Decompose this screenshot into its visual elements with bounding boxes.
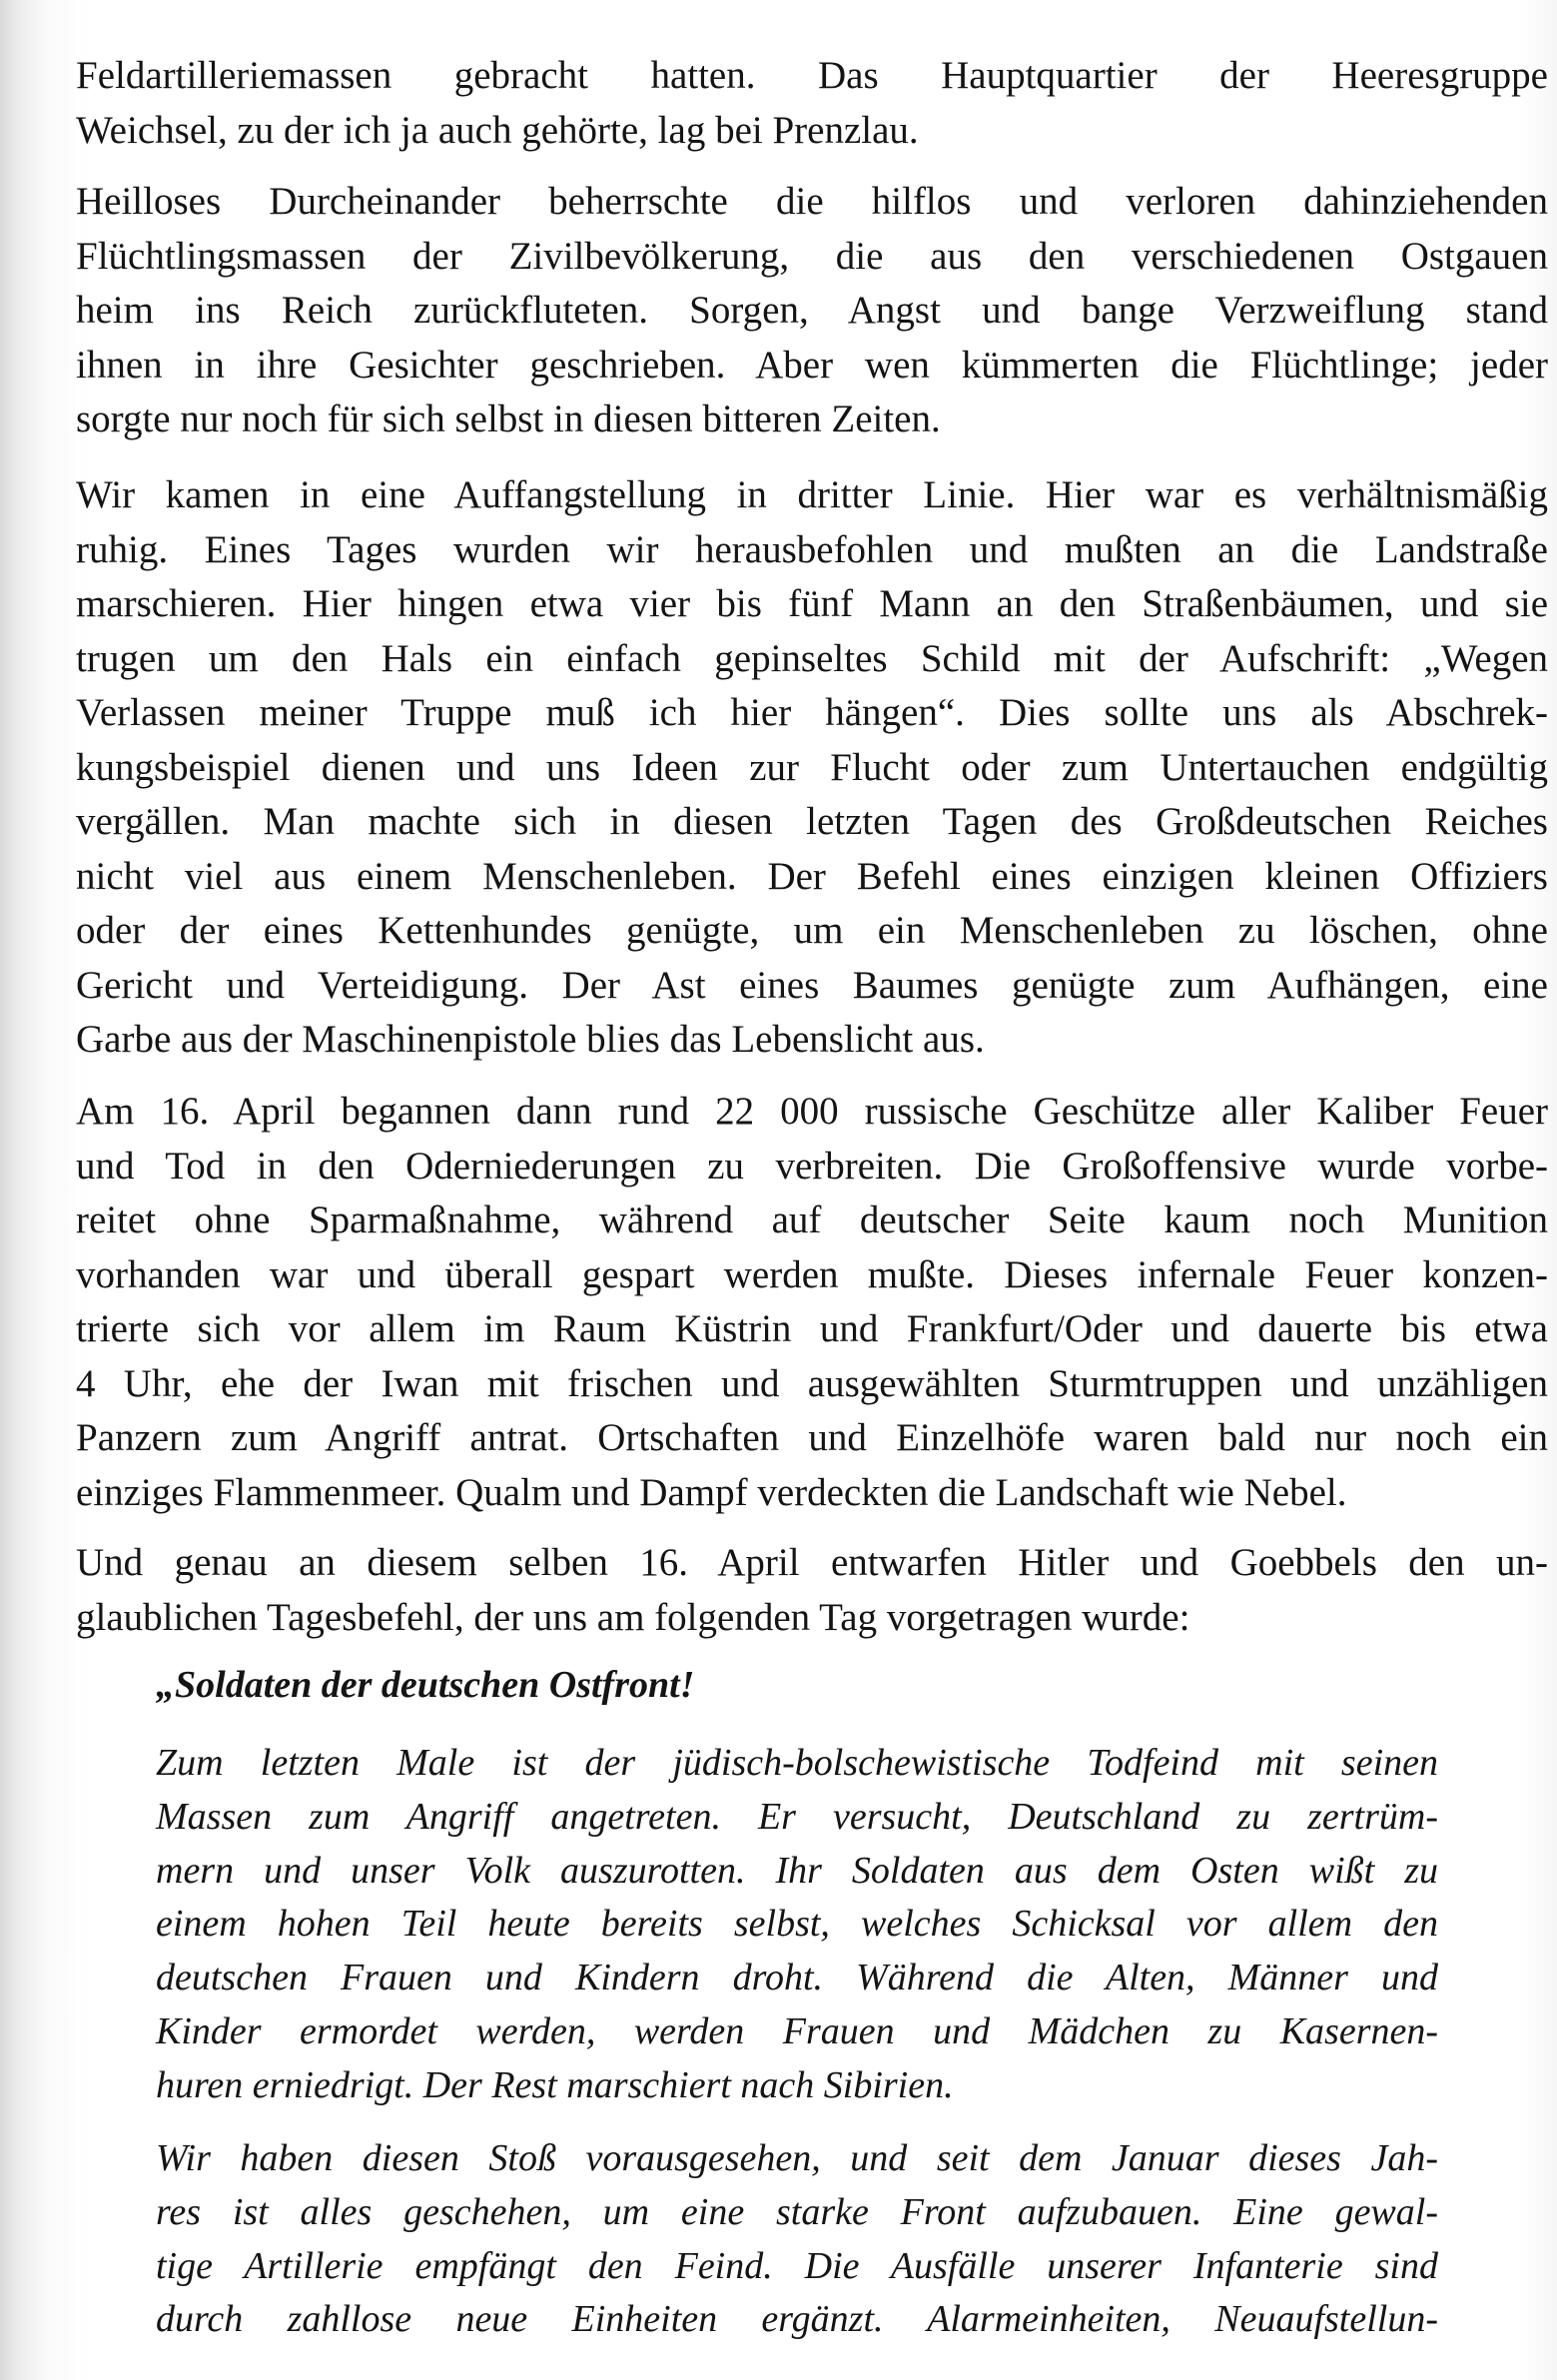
- text-line: tige Artillerie empfängt den Feind. Die Ausfälle unserer Infanterie sind: [156, 2244, 1438, 2287]
- text-line: deutschen Frauen und Kindern droht. Während die Alten, Männer und: [156, 1957, 1438, 1999]
- text-line: Verlassen meiner Truppe muß ich hier hängen“. Dies sollte uns als Abschrek-: [76, 691, 1548, 734]
- text-line: Flüchtlingsmassen der Zivilbevölkerung, die aus den verschiedenen Ostgauen: [76, 234, 1548, 278]
- quote-title: „Soldaten der deutschen Ostfront!: [156, 1664, 695, 1706]
- text-line: 4 Uhr, ehe der Iwan mit frischen und ausgewählten Sturmtruppen und unzähligen: [76, 1361, 1548, 1405]
- text-line: sorgte nur noch für sich selbst in diesen bitteren Zeiten.: [76, 397, 941, 440]
- text-line: Heilloses Durcheinander beherrschte die hilflos und verloren dahinziehenden: [76, 180, 1548, 223]
- text-line: nicht viel aus einem Menschenleben. Der Befehl eines einzigen kleinen Offiziers: [76, 854, 1548, 898]
- text-line: Wir kamen in eine Auffangstellung in dritter Linie. Hier war es verhältnismäßig: [76, 473, 1548, 516]
- text-line: Feldartilleriemassen gebracht hatten. Das Hauptquartier der Heeresgruppe: [76, 54, 1548, 97]
- text-line: oder der eines Kettenhundes genügte, um ein Menschenleben zu löschen, ohne: [76, 909, 1548, 952]
- text-line: Wir haben diesen Stoß vorausgesehen, und seit dem Januar dieses Jah-: [156, 2137, 1438, 2179]
- text-line: huren erniedrigt. Der Rest marschiert nach Sibirien.: [156, 2063, 954, 2106]
- text-line: Zum letzten Male ist der jüdisch-bolschewistische Todfeind mit seinen: [156, 1742, 1438, 1784]
- text-line: und Tod in den Oderniederungen zu verbreiten. Die Großoffensive wurde vorbe-: [76, 1144, 1548, 1188]
- text-line: trugen um den Hals ein einfach gepinseltes Schild mit der Aufschrift: „Wegen: [76, 636, 1548, 680]
- text-line: res ist alles geschehen, um eine starke Front aufzubauen. Eine gewal-: [156, 2190, 1438, 2233]
- text-line: marschieren. Hier hingen etwa vier bis fünf Mann an den Straßenbäumen, und sie: [76, 582, 1548, 625]
- text-line: Kinder ermordet werden, werden Frauen und Mädchen zu Kasernen-: [156, 2009, 1438, 2052]
- text-line: Weichsel, zu der ich ja auch gehörte, lag bei Prenzlau.: [76, 108, 919, 152]
- text-line: ruhig. Eines Tages wurden wir herausbefohlen und mußten an die Landstraße: [76, 527, 1548, 571]
- paragraph: [76, 175, 1548, 447]
- text-line: Garbe aus der Maschinenpistole blies das Lebenslicht aus.: [76, 1018, 985, 1061]
- text-line: heim ins Reich zurückfluteten. Sorgen, Angst und bange Verzweiflung stand: [76, 289, 1548, 332]
- text-line: Panzern zum Angriff antrat. Ortschaften und Einzelhöfe waren bald nur noch ein: [76, 1416, 1548, 1459]
- text-line: einziges Flammenmeer. Qualm und Dampf verdeckten die Landschaft wie Nebel.: [76, 1470, 1347, 1514]
- text-line: ihnen in ihre Gesichter geschrieben. Aber wen kümmerten die Flüchtlinge; jeder: [76, 343, 1548, 387]
- paragraph: [76, 1085, 1548, 1520]
- text-line: einem hohen Teil heute bereits selbst, welches Schicksal vor allem den: [156, 1903, 1438, 1946]
- text-line: Massen zum Angriff angetreten. Er versucht, Deutschland zu zertrüm-: [156, 1795, 1438, 1838]
- text-line: vergällen. Man machte sich in diesen letzten Tagen des Großdeutschen Reiches: [76, 800, 1548, 843]
- paragraph: [76, 468, 1548, 1068]
- text-line: kungsbeispiel dienen und uns Ideen zur Flucht oder zum Untertauchen endgültig: [76, 745, 1548, 789]
- text-line: vorhanden war und überall gespart werden mußte. Dieses infernale Feuer konzen-: [76, 1252, 1548, 1296]
- text-line: Gericht und Verteidigung. Der Ast eines Baumes genügte zum Aufhängen, eine: [76, 963, 1548, 1007]
- text-line: durch zahllose neue Einheiten ergänzt. Alarmeinheiten, Neuaufstellun-: [156, 2298, 1438, 2341]
- text-line: mern und unser Volk auszurotten. Ihr Soldaten aus dem Osten wißt zu: [156, 1849, 1438, 1892]
- text-line: Am 16. April begannen dann rund 22 000 russische Geschütze aller Kaliber Feuer: [76, 1090, 1548, 1133]
- text-line: reitet ohne Sparmaßnahme, während auf deutscher Seite kaum noch Munition: [76, 1198, 1548, 1241]
- paragraph: [76, 49, 1548, 158]
- text-line: Und genau an diesem selben 16. April entwarfen Hitler und Goebbels den un-: [76, 1541, 1548, 1584]
- quote-paragraph: [156, 2132, 1438, 2347]
- text-line: glaublichen Tagesbefehl, der uns am folgenden Tag vorgetragen wurde:: [76, 1595, 1190, 1639]
- quote-paragraph: [156, 1737, 1438, 2113]
- text-line: trierte sich vor allem im Raum Küstrin und Frankfurt/Oder und dauerte bis etwa: [76, 1307, 1548, 1350]
- paragraph: [76, 1536, 1548, 1645]
